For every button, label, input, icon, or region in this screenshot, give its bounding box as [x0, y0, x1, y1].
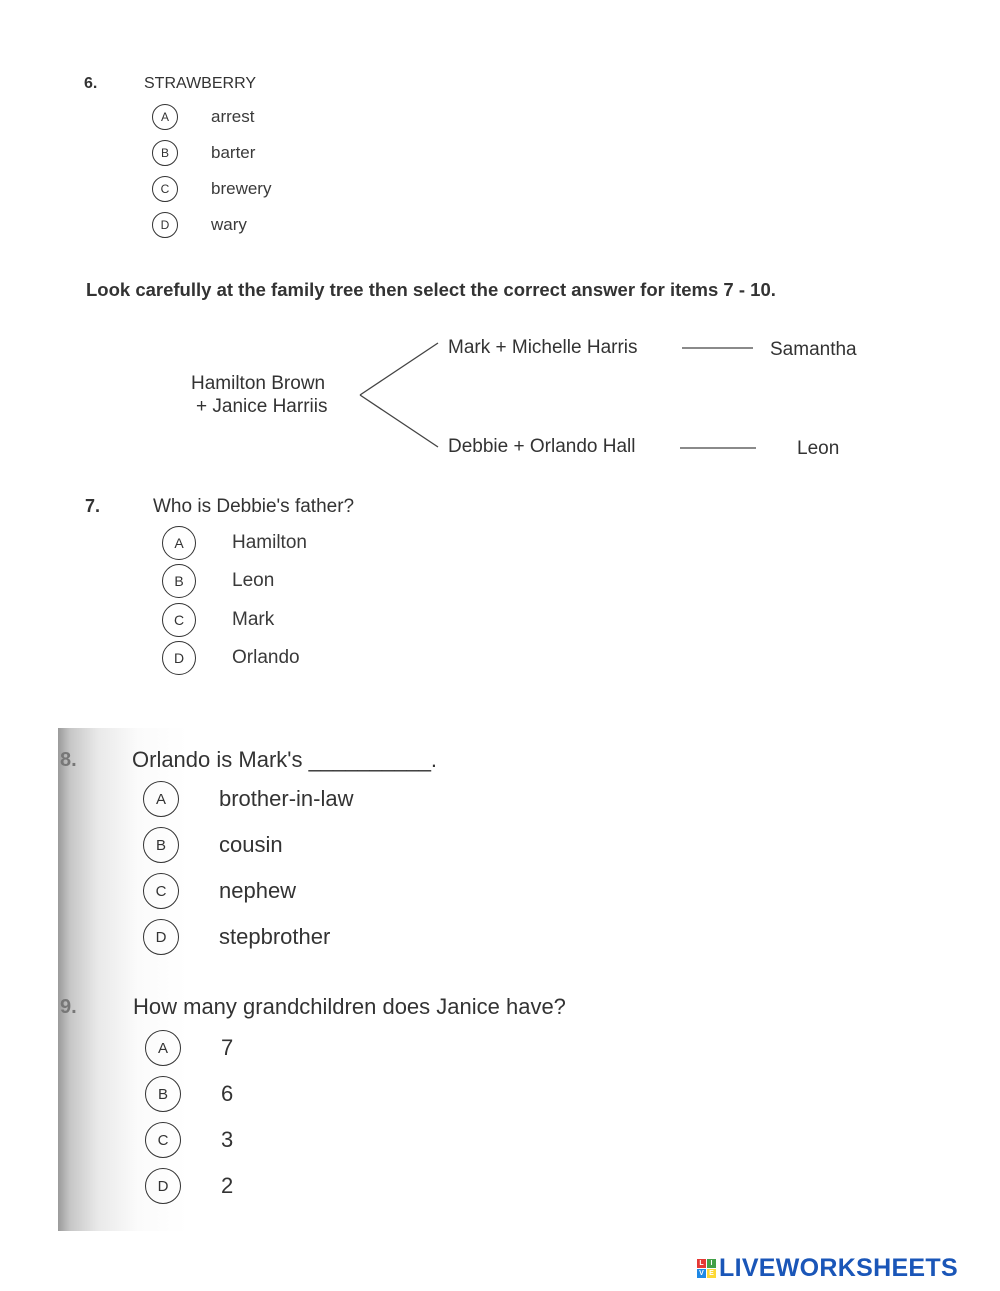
option-letter-a: A — [145, 1030, 181, 1066]
option-letter-c: C — [143, 873, 179, 909]
liveworksheets-logo — [697, 1254, 958, 1283]
option-letter-d: D — [152, 212, 178, 238]
tree-branch-2-child: Leon — [797, 438, 840, 459]
option-text: 3 — [221, 1127, 234, 1152]
tree-root-line1: Hamilton Brown — [191, 373, 326, 394]
option-text: Mark — [232, 609, 275, 630]
option-text: Hamilton — [232, 532, 307, 553]
question-6-number: 6. — [84, 75, 98, 92]
question-9-text: How many grandchildren does Janice have? — [133, 994, 566, 1019]
option-letter-b: B — [145, 1076, 181, 1112]
option-text: Leon — [232, 570, 275, 591]
option-text: barter — [211, 143, 256, 162]
question-7-option-a[interactable] — [162, 526, 307, 560]
option-letter-b: B — [152, 140, 178, 166]
question-7-text: Who is Debbie's father? — [153, 496, 355, 517]
option-letter-b: B — [162, 564, 196, 598]
question-7-number: 7. — [85, 496, 101, 516]
option-letter-a: A — [162, 526, 196, 560]
question-8-option-b[interactable] — [143, 827, 283, 863]
option-letter-d: D — [145, 1168, 181, 1204]
tree-branch-1: Mark + Michelle Harris — [448, 337, 638, 358]
question-9-option-a[interactable] — [145, 1030, 233, 1066]
question-6-option-d[interactable] — [152, 212, 247, 238]
option-text: Orlando — [232, 647, 300, 668]
option-letter-d: D — [143, 919, 179, 955]
option-letter-c: C — [162, 603, 196, 637]
question-9-number: 9. — [60, 996, 77, 1018]
question-7-option-c[interactable] — [162, 603, 274, 637]
question-7-option-b[interactable] — [162, 564, 274, 598]
logo-mark-l: L — [697, 1259, 706, 1268]
logo-mark-e: E — [707, 1269, 716, 1278]
question-6-option-c[interactable] — [152, 176, 271, 202]
option-text: 7 — [221, 1035, 234, 1060]
instructions: Look carefully at the family tree then select the correct answer for items 7 - 10. — [86, 279, 776, 300]
option-letter-b: B — [143, 827, 179, 863]
question-6-option-b[interactable] — [152, 140, 255, 166]
question-9-option-b[interactable] — [145, 1076, 233, 1112]
option-letter-c: C — [145, 1122, 181, 1158]
option-text: nephew — [219, 878, 297, 903]
question-8-option-c[interactable] — [143, 873, 296, 909]
option-letter-a: A — [152, 104, 178, 130]
tree-root-line2: + Janice Harriis — [196, 396, 328, 417]
question-8-text: Orlando is Mark's __________. — [132, 747, 438, 772]
question-6-word: STRAWBERRY — [144, 75, 257, 92]
tree-branch-1-child: Samantha — [770, 339, 857, 360]
option-text: brewery — [211, 179, 272, 198]
question-8-option-d[interactable] — [143, 919, 330, 955]
option-text: 2 — [221, 1173, 234, 1198]
question-6-option-a[interactable] — [152, 104, 254, 130]
option-text: arrest — [211, 107, 255, 126]
option-text: brother-in-law — [219, 786, 354, 811]
question-7-option-d[interactable] — [162, 641, 300, 675]
option-letter-d: D — [162, 641, 196, 675]
question-8-number: 8. — [60, 749, 77, 771]
tree-branch-2: Debbie + Orlando Hall — [448, 436, 636, 457]
liveworksheets-logo-text: LIVEWORKSHEETS — [719, 1254, 958, 1282]
option-text: cousin — [219, 832, 283, 857]
option-letter-c: C — [152, 176, 178, 202]
option-text: 6 — [221, 1081, 234, 1106]
option-text: stepbrother — [219, 924, 331, 949]
liveworksheets-logo-icon — [697, 1259, 716, 1278]
option-text: wary — [211, 215, 247, 234]
question-9-option-d[interactable] — [145, 1168, 233, 1204]
option-letter-a: A — [143, 781, 179, 817]
question-8-option-a[interactable] — [143, 781, 354, 817]
logo-mark-i: I — [707, 1259, 716, 1268]
logo-mark-v: V — [697, 1269, 706, 1278]
question-9-option-c[interactable] — [145, 1122, 233, 1158]
